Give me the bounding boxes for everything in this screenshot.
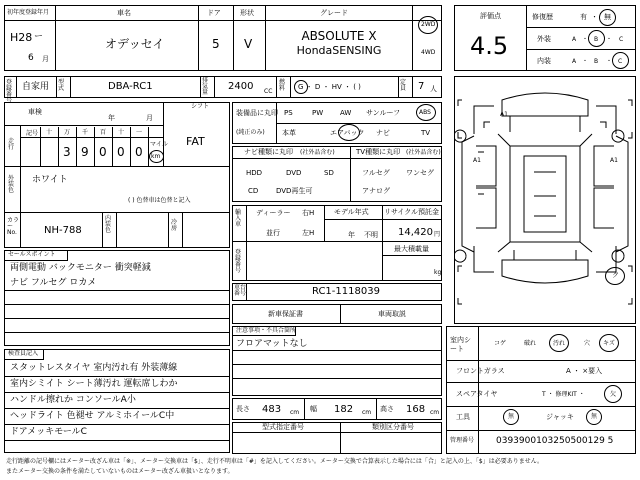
car-diagram <box>454 76 636 324</box>
cc-unit: CC <box>264 88 273 95</box>
height-label: 高さ <box>380 405 394 413</box>
mileage-digit: 0 <box>117 145 125 159</box>
capacity-label: 定員 <box>400 79 407 92</box>
model-year-unknown: 不明 <box>364 231 378 239</box>
equip-ps: PS <box>284 109 293 117</box>
equipment-sublabel: (純正のみ) <box>236 129 265 136</box>
navi-sd: SD <box>324 169 334 177</box>
interior-dot1: ・ <box>582 58 589 65</box>
inspector-line: ヘッドライト 色褪せ アルミホイールC中 <box>10 411 175 421</box>
repair-no: 無 <box>604 13 611 21</box>
tv-analog: アナログ <box>362 187 390 195</box>
navi-dvd: DVD <box>286 169 302 177</box>
inspector-line: スタットレスタイヤ 室内汚れ有 外装薄線 <box>10 363 178 373</box>
diagram-a1-right: A1 <box>610 157 618 164</box>
first-reg-dash: ー <box>34 32 44 42</box>
door-count: 5 <box>212 37 220 51</box>
grade-label: グレード <box>320 9 348 17</box>
car-name-label: 車名 <box>117 9 131 17</box>
footer-line1: 走行距離の記号欄にはメーター改ざん車は「※」、メーター交換車は「$」、走行不明車は「#」を記入してください。メーター交換で合算表示した場合には「合」と記入の上、「$」は必要ありません。 <box>6 458 544 465</box>
equip-pw: PW <box>312 109 324 117</box>
ac-label: 冷房 <box>171 219 178 232</box>
navi-hdd: HDD <box>246 169 263 177</box>
equip-abs: ABS <box>419 109 431 116</box>
model-label: 型式 <box>58 79 65 92</box>
import-parallel: 並行 <box>266 229 280 237</box>
equip-aw: AW <box>340 109 352 117</box>
grade-line2: HondaSENSING <box>296 44 382 57</box>
footer-line2: またメーター交換の条件を満たしていないものはメーター改ざん車扱いとなります。 <box>6 468 234 475</box>
navi-cd: CD <box>248 187 259 195</box>
tourokuno-label: 登録番号 <box>6 79 13 104</box>
digits-label: 記号 <box>26 130 39 137</box>
chassis: RC1-1118039 <box>312 286 380 297</box>
spare-missing: 欠 <box>610 391 617 398</box>
windshield: A ・ ×要入 <box>566 367 603 375</box>
km-unit: km <box>151 153 161 160</box>
recycle-value: 14,420 <box>398 227 433 238</box>
model-year-year: 年 <box>348 231 355 239</box>
seat-scratch: キズ <box>603 340 615 347</box>
mile-label: マイル <box>150 141 168 148</box>
inspector-line: ドアメッキモールC <box>10 427 87 437</box>
color-label: 外装色 <box>8 175 15 194</box>
height-cm: cm <box>430 409 440 416</box>
displacement: 2400 <box>228 81 254 92</box>
recycle-label: リサイクル預託金 <box>384 208 440 216</box>
max-load-label: 最大積載量 <box>394 245 429 253</box>
navi-dvd-play: DVD再生可 <box>276 187 313 195</box>
inspector-line: 室内シミイト シート薄汚れ 運転席しわか <box>10 379 178 389</box>
exterior-c: C <box>619 36 624 43</box>
width-label: 幅 <box>310 405 317 413</box>
seat-hole: 穴 <box>584 340 591 347</box>
width: 182 <box>334 404 354 415</box>
mileage-unit-label: 万 <box>64 129 71 136</box>
windshield-label: フロントガラス <box>456 367 505 375</box>
exterior-b: B <box>594 36 599 43</box>
first-reg-month: 6 <box>28 53 34 63</box>
mileage-label: 走行 <box>8 138 15 151</box>
selling-line2: ナビ フルセグ ロカメ <box>10 278 97 288</box>
score-label: 評価点 <box>480 12 501 20</box>
height: 168 <box>406 404 426 415</box>
color-code: NH-788 <box>44 225 82 236</box>
inspector-label: 検査員記入 <box>8 350 39 357</box>
inspector-line: ハンドル擦れか コンソールA小 <box>10 395 136 405</box>
navi-title: ナビ種類に丸印 <box>244 148 293 156</box>
tv-fullseg: フルセグ <box>362 169 390 177</box>
notes-line1: フロアマットなし <box>236 339 308 349</box>
equip-tv: TV <box>421 129 431 137</box>
equip-airbag: エアバック <box>330 129 365 137</box>
mileage-unit-label: 十 <box>118 129 125 136</box>
mileage-digit: 0 <box>99 145 107 159</box>
length: 483 <box>262 404 282 415</box>
notes-label: 注意事項・不具合箇所 <box>236 327 297 334</box>
interior-dot2: ・ <box>606 58 613 65</box>
shift-label: シフト <box>191 103 210 110</box>
first-reg-month-unit: 月 <box>42 55 49 63</box>
spare-label: スペアタイヤ <box>456 390 498 398</box>
diagram-a1-left: A1 <box>473 157 481 164</box>
score-value: 4.5 <box>470 32 509 60</box>
repair-label: 修復歴 <box>532 13 553 21</box>
body-shape: V <box>244 37 253 51</box>
shaken-month: 月 <box>146 114 153 122</box>
color-code-label: カラーNo. <box>7 217 20 236</box>
interior-seat-label: 室内シート <box>450 336 471 354</box>
interior-label: 内装 <box>537 57 551 65</box>
equip-navi: ナビ <box>376 129 390 137</box>
seat-tear: 破れ <box>524 340 537 347</box>
width-cm: cm <box>362 409 372 416</box>
mileage-digit: 3 <box>63 145 71 159</box>
length-label: 長さ <box>236 405 250 413</box>
mileage-unit-label: 一 <box>136 129 143 136</box>
repair-yes: 有 <box>580 13 587 21</box>
capacity: 7 <box>418 81 425 92</box>
interior-b: B <box>594 58 599 65</box>
model: DBA-RC1 <box>108 81 153 92</box>
mileage-unit-label: 百 <box>100 129 107 136</box>
exterior-label: 外装 <box>537 35 551 43</box>
equipment-label: 装備品に丸印 <box>236 109 278 117</box>
import-right: 右H <box>302 209 315 217</box>
exterior-dot2: ・ <box>606 36 613 43</box>
mgmt-label: 管理番号 <box>450 437 475 444</box>
displacement-label: 排気量 <box>202 77 209 96</box>
mileage-unit-label: 千 <box>82 129 89 136</box>
mgmt: 0393900103250500129 5 <box>496 436 614 446</box>
diagram-ku: ク <box>612 271 619 279</box>
grade-line1: ABSOLUTE X <box>301 29 377 43</box>
car-name: オデッセイ <box>105 37 165 51</box>
import-dealer: ディーラー <box>256 209 291 217</box>
shaken-year: 年 <box>108 114 115 122</box>
import-label: 輸入車 <box>235 209 242 228</box>
chassis-label: 車台番号 <box>234 284 247 297</box>
mileage-digit: 0 <box>135 145 143 159</box>
tv-title: TV種類に丸印 <box>356 148 401 156</box>
exterior-a: A <box>572 36 577 43</box>
tool: 無 <box>508 413 515 420</box>
interior-a: A <box>572 58 577 65</box>
usage: 自家用 <box>22 82 50 92</box>
new-warranty: 新車保証書 <box>268 310 303 318</box>
capacity-unit: 人 <box>430 85 437 93</box>
warranty-box <box>232 304 442 324</box>
mileage-digit: 9 <box>81 145 89 159</box>
selling-line1: 両側電動 バックモニター 衝突軽減 <box>10 263 151 273</box>
recycle-yen: 円 <box>434 231 441 238</box>
registration-label: 登録番号 <box>235 249 242 274</box>
seat-stain: 汚れ <box>553 340 566 347</box>
exterior-dot1: ・ <box>582 36 589 43</box>
tv-oneseg: ワンセグ <box>406 169 434 177</box>
model-year-label: モデル年式 <box>334 208 369 216</box>
model-designation-label: 型式指定番号 <box>262 423 304 431</box>
equip-leather: 本革 <box>282 129 296 137</box>
selling-points-label: セールスポイント <box>8 251 56 258</box>
equip-sunroof: サンルーフ <box>366 109 401 117</box>
tv-sub: (社外品含む) <box>406 149 441 156</box>
shift: FAT <box>186 135 205 148</box>
notes-box <box>232 326 442 396</box>
seat-burn: コゲ <box>494 340 507 347</box>
diagram-a1-top: A1 <box>500 111 508 118</box>
import-left: 左H <box>302 229 315 237</box>
length-cm: cm <box>290 409 300 416</box>
jack-label: ジャッキ <box>546 413 574 421</box>
max-load-kg: kg <box>434 269 442 276</box>
jack: 無 <box>591 413 598 420</box>
fuel: G ・ D ・ HV ・ ( ) <box>298 83 361 91</box>
navi-sub: (社外品含む) <box>300 149 335 156</box>
shape-label: 形状 <box>240 9 254 17</box>
color-value: ホワイト <box>32 175 68 185</box>
class-label: 類別区分番号 <box>372 423 414 431</box>
interior-c: C <box>618 58 623 65</box>
fuel-label: 燃料 <box>279 79 286 92</box>
spare: T ・ 修理KIT ・ <box>542 391 585 398</box>
manual: 車両取説 <box>378 310 406 318</box>
repair-dot: ・ <box>591 13 598 21</box>
drive-4wd: 4WD <box>421 49 436 56</box>
tool-label: 工具 <box>456 413 470 421</box>
door-label: ドア <box>207 9 221 17</box>
first-reg-label: 初年度登録年月 <box>7 9 50 16</box>
first-reg-era: H28 <box>10 31 33 44</box>
interior-color-label: 内装色 <box>105 215 112 234</box>
drive-2wd: 2WD <box>421 21 436 28</box>
mileage-unit-label: 十 <box>46 129 53 136</box>
shaken-label: 車検 <box>28 108 42 116</box>
color-note: ( ) 色替車は色替と記入 <box>128 197 191 204</box>
